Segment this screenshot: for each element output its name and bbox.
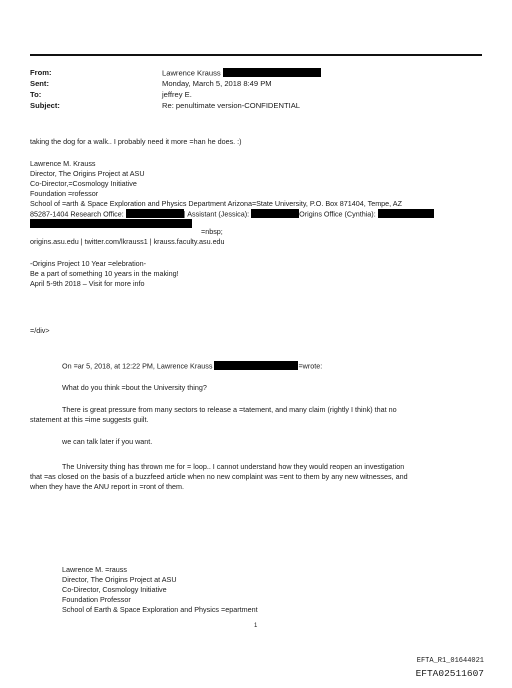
subject-value: Re: penultimate version-CONFIDENTIAL xyxy=(162,101,300,110)
redaction-bar xyxy=(251,209,299,218)
to-label: To: xyxy=(30,90,42,99)
sig-name: Lawrence M. =rauss xyxy=(62,565,127,574)
origins-office-label: Origins Office (Cynthia): xyxy=(299,209,376,219)
sent-value: Monday, March 5, 2018 8:49 PM xyxy=(162,79,272,88)
sig-title: Foundation Professor xyxy=(62,595,131,604)
research-office-label: 85287-1404 Research Office: xyxy=(30,209,124,219)
quote-paragraph: when they have the ANU report in =ront of them. xyxy=(30,482,185,491)
subject-label: Subject: xyxy=(30,101,60,110)
sig-contact-line xyxy=(30,219,192,229)
promo-line: -Origins Project 10 Year =elebration- xyxy=(30,259,147,268)
footer-id-secondary: EFTA02511607 xyxy=(415,668,484,679)
redaction-bar xyxy=(214,361,298,370)
quote-paragraph: that =as closed on the basis of a buzzfeed article when no new complaint was =ent to them by any new witnesses, and xyxy=(30,472,408,481)
sig-title: Director, The Origins Project at ASU xyxy=(30,169,145,178)
sig-links: origins.asu.edu | twitter.com/lkrauss1 | krauss.faculty.asu.edu xyxy=(30,237,225,246)
redaction-bar xyxy=(30,219,192,228)
sig-address: School of =arth & Space Exploration and Physics Department Arizona=State University, P.O. Box 871404, Tempe, AZ xyxy=(30,199,402,208)
quote-paragraph: statement at this =ime suggests guilt. xyxy=(30,415,149,424)
intro-line: taking the dog for a walk.. I probably need it more =han he does. :) xyxy=(30,137,242,146)
sig-title: Director, The Origins Project at ASU xyxy=(62,575,177,584)
from-label: From: xyxy=(30,68,52,77)
quote-header-text: On =ar 5, 2018, at 12:22 PM, Lawrence Krauss xyxy=(62,361,213,371)
quote-paragraph: What do you think =bout the University thing? xyxy=(62,383,207,392)
quote-paragraph: we can talk later if you want. xyxy=(62,437,153,446)
footer-id-primary: EFTA_R1_01644021 xyxy=(416,657,484,665)
sig-title: Co-Director,=Cosmology Initiative xyxy=(30,179,137,188)
sig-title: Foundation =rofessor xyxy=(30,189,99,198)
page-number: 1 xyxy=(254,623,258,629)
header-rule xyxy=(30,54,482,56)
to-value: jeffrey E. xyxy=(162,90,192,99)
promo-line: April 5-9th 2018 – Visit for more info xyxy=(30,279,145,288)
sig-contact-line xyxy=(30,209,434,219)
from-value xyxy=(162,68,321,79)
promo-line: Be a part of something 10 years in the making! xyxy=(30,269,179,278)
quote-header-wrote: =wrote: xyxy=(298,361,323,371)
quote-paragraph: The University thing has thrown me for = loop.. I cannot understand how they would reopen an investigation xyxy=(62,462,405,471)
sig-name: Lawrence M. Krauss xyxy=(30,159,96,168)
sent-label: Sent: xyxy=(30,79,49,88)
from-name: Lawrence Krauss xyxy=(162,68,221,78)
quote-header xyxy=(62,361,322,371)
redaction-bar xyxy=(378,209,434,218)
div-artifact: =/div> xyxy=(30,326,50,335)
sig-title: Co-Director, Cosmology Initiative xyxy=(62,585,167,594)
sig-title: School of Earth & Space Exploration and Physics =epartment xyxy=(62,605,258,614)
nbsp-artifact: =nbsp; xyxy=(201,227,223,236)
redaction-bar xyxy=(223,68,321,77)
quote-paragraph: There is great pressure from many sectors to release a =tatement, and many claim (rightly I think) that no xyxy=(62,405,397,414)
redaction-bar xyxy=(126,209,184,218)
assistant-label: | Assistant (Jessica): xyxy=(183,209,250,219)
